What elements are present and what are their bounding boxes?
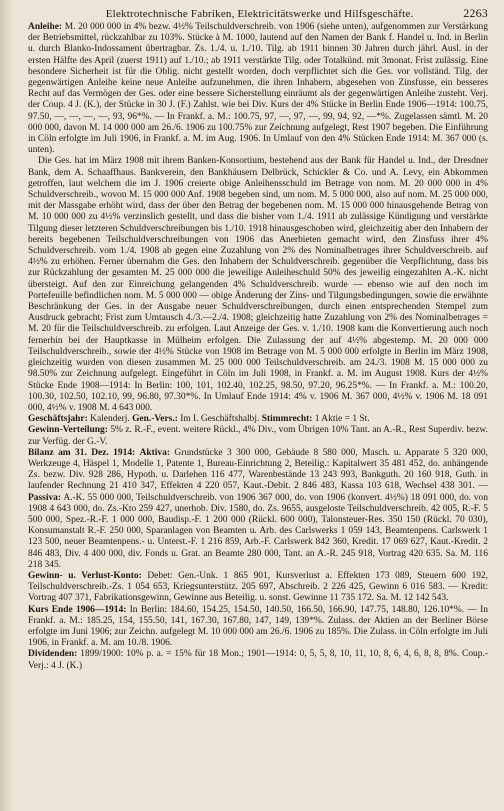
text-aktiva: Grundstücke 3 300 000, Gebäude 8 580 000, Masch. u. Apparate 5 320 000, Werkzeuge 4, Häspel 1, Modelle 1, Patente 1, Bureau-Einrichtung 2, Beteilig.: Kapitalwert 35 481 452, do. anhängende Zs. bezw. Div. 928 286, Hypoth. u. Darlehen 116 477, Warenbestände 13 243 993, Bankguth. 20 160 918, Guth. in laufender Rechnung 21 410 347, Effekten 4 220 057, Kaut.-Debit. 2 846 483, Kassa 103 618, Wechsel 438 301. — [28, 447, 488, 492]
text-anleihe: M. 20 000 000 in 4% bezw. 4½% Teilschuldverschreib. von 1906 (siehe unten), aufgenommen zur Verstärkung der Betriebsmittel, rückzahlbar zu 103%. Stücke à M. 1000, lautend auf den Namen der Bank f. Handel u. Ind. in Berlin u. durch Blanko-Indossament übertragbar. Zs. 1./4. u. 1./10. Tilg. ab 1911 binnen 30 Jahren durch jährl. Ausl. in der ersten Hälfte des April (zuerst 1911) auf 1./10.; ab 1911 verstärkte Tilg. oder Totalkünd. mit 3monat. Frist zulässig. Eine besondere Sicherheit ist für die Oblig. nicht gestellt worden, doch verpflichtet sich die Ges. vor vollständ. Tilg. der gegenwärtigen Anleihe keine neue Anleihe aufzunehmen, die ihren Inhabern, abgesehen von Zinsfusse, ein besseres Recht auf das Vermögen der Ges. oder eine bessere Sicherstellung einräumt als der gegenwärtigen Anleihe zusteht. Verj. der Coup. 4 J. (K.), der Stücke in 30 J. (F.) Zahlst. wie bei Div. Kurs der 4% Stücke in Berlin Ende 1906—1914: 100.75, 97.50, —, —, —, —, 93, 96*%. — In Frankf. a. M.: 100.75, 97, —, 97, —, 99, 94, 92, —*%. Zugelassen sämtl. M. 20 000 000, davon M. 14 000 000 am 26./6. 1906 zu 100.75% zur Zeichnung aufgelegt, Rest 1907 begeben. Die Einführung in Cöln erfolgte im Juli 1906, in Frankf. a. M. im Aug. 1906. In Umlauf von den 4% Stücken Ende 1914: M. 367 000 (s. unten). [28, 22, 488, 156]
label-aktiva: Aktiva: [139, 447, 170, 458]
article-body [28, 22, 488, 672]
paragraph-geschaeftsjahr [28, 414, 488, 425]
label-passiva: Passiva: [28, 492, 62, 503]
paragraph-bilanz [28, 448, 488, 571]
paragraph-gewinn-verlust [28, 571, 488, 605]
text-stimmrecht: 1 Aktie = 1 St. [312, 414, 370, 425]
paragraph-kurs [28, 605, 488, 650]
text-passiva: A.-K. 55 000 000, Teilschuldverschreib. von 1906 367 000, do. von 1906 (konvert. 4½%) 18 091 000, do. von 1908 4 643 000, do. Zs.-Kto 259 427, unerhob. Div. 1580, do. Zs. 9655, ausgeloste Teilschuldverschreib. 42 005, R.-F. 5 500 000, Spez.-R.-F. 1 000 000, Baudisp.-F. 1 200 000 (Rückl. 600 000), Talonsteuer-Res. 350 150 (Rückl. 70 030), Konsumanstalt R.-F. 250 000, Sparanlagen von Beamten u. Arb. des Carlswerks 1 059 143, Beamtenpens. Carlswerk 1 123 500, neuer Beamtenpens.- u. Unterst.-F. 1 216 859, Arb.-F. Carlswerk 842 360, Kredit. 17 069 627, Kaut.-Kredit. 2 846 483, Div. 4 400 000, div. Fonds u. Grat. an Beamte 280 000, Tant. an A.-R. 245 918, Vortrag 420 635. Sa. M. 116 218 345. [28, 492, 488, 570]
text-kurs: In Berlin: 184.60, 154.25, 154.50, 140.50, 166.50, 166.90, 147.75, 148.80, 126.10*%. — In Frankf. a. M.: 185.25, 154, 155.50, 141, 167.30, 167.80, 147, 149, 139*%. Zulass. der Aktien an der Berliner Börse erfolgte im Juni 1906; zur Zeichn. aufgelegt M. 10 000 000 am 26./6. 1906 zu 185%. Die Zulass. in Cöln erfolgte im Juli 1906, in Frankf. a. M. am 10./8. 1906. [28, 604, 488, 649]
text-gewinn-verteilung: 5% z. R.-F., event. weitere Rückl., 4% Div., vom Übrigen 10% Tant. an A.-R., Rest Superdiv. bezw. zur Verfüg. der G.-V. [28, 425, 488, 447]
page-header [28, 6, 488, 20]
label-bilanz: Bilanz am 31. Dez. 1914: [28, 447, 136, 458]
paragraph-gewinn-verteilung [28, 425, 488, 447]
paragraph-anleihe [28, 22, 488, 156]
label-kurs: Kurs Ende 1906—1914: [28, 604, 127, 615]
paragraph-dividenden [28, 649, 488, 671]
page-number: 2263 [463, 6, 488, 20]
label-gewinn-verteilung: Gewinn-Verteilung: [28, 425, 108, 436]
label-gen-vers: Gen.-Vers.: [132, 414, 178, 425]
label-stimmrecht: Stimmrecht: [261, 414, 313, 425]
text-konsortium: Die Ges. hat im März 1908 mit ihrem Banken-Konsortium, bestehend aus der Bank für Handel u. Ind., der Dresdner Bank, dem A. Schaaffhaus. Bankverein, den Bankhäusern Delbrück, Schickler & Co. und A. Levy, ein Abkommen getroffen, laut welchem die im J. 1906 creierte obige Anleihensschuld im Betrage von nom. M. 20 000 000 in 4% Schuldverschreib., wovon M. 15 000 000 Anf. 1908 begeben sind, um nom. M. 5 000 000, also auf nom. M. 25 000 000, mit der Massgabe erhöht wird, dass der über den Betrag der begebenen nom. M. 15 000 000 hinausgehende Betrag von M. 10 000 000 zu 4½% verzinslich gestellt, und dass die bisher vom 1./4. 1911 ab zulässige Kündigung und verstärkte Tilgung dieser letzteren Schuldverschreibungen bis 1./10. 1918 hinausgeschoben wird, gleichzeitig aber den Inhabern der bereits begebenen Teilschuldverschreibungen von 1906 das Anerbieten gemacht wird, den Zinsfuss ihrer 4% Schuldverschreib. vom 1./4. 1908 ab gegen eine Zuzahlung von 2% des Nominalbetrages ihrer Schuldverschreib. auf 4½% zu erhöhen. Ferner übernahm die Ges. den Inhabern der Schuldverschreib. gegenüber die Verpflichtung, dass bis zur Rückzahlung der gesamten M. 25 000 000 die jeweilige Anleiheschuld 50% des jeweilig eingezahlten A.-K. nicht übersteigt. Auf den zur Einreichung gelangenden 4% Schuldverschreib. wurde — ebenso wie auf den noch im Portefeuille befindlichen nom. M. 5 000 000 — obige Änderung der Zins- und Tilgungsbedingungen, sowie die erwähnte Beschränkung der Ges. in der Ausgabe neuer Schuldverschreibungen, durch einen entsprechenden Stempel zum Ausdruck gebracht; Frist zum Umtausch 4./3.—2./4. 1908; gleichzeitig hatte Zuzahlung von 2% des Nominalbetrages = M. 20 für die Teilschuldverschreib. zu erfolgen. Laut Anzeige der Ges. v. 1./10. 1908 kam die Konvertierung auch noch fernerhin bei der Hauptkasse in Mülheim erfolgen. Die Zulassung der auf 4½% abgestemp. M. 20 000 000 Teilschuldverschreib., sowie der 4½% Stücke von 1908 im Betrage von M. 5 000 000 erfolgte in Berlin im März 1908, gleichzeitig wurden von diesen zusammen M. 25 000 000 Teilschuldverschreib. am 24./3. 1908 M. 15 000 000 zu 98.50% zur Zeichnung aufgelegt. Eingeführt in Cöln im Juli 1908, in Frankf. a. M. im August 1908. Kurs der 4½% Stücke Ende 1908—1914: In Berlin: 100, 101, 102.40, 102.25, 98.50, 97.20, 96.25*%. — In Frankf. a. M.: 100.20, 100.30, 102.50, 102.10, 99, 96.80, 97.30*%. In Umlauf Ende 1914: 4% v. 1906 M. 367 000, 4½% v. 1906 M. 18 091 000, 4½% v. 1908 M. 4 643 000. [28, 156, 488, 413]
label-anleihe: Anleihe: [28, 22, 63, 32]
label-dividenden: Dividenden: [28, 649, 78, 660]
label-geschaeftsjahr: Geschäftsjahr: [28, 414, 88, 425]
label-gewinn-verlust: Gewinn- u. Verlust-Konto: [28, 570, 142, 581]
text-dividenden: 1899/1900: 10% p. a. = 15% für 18 Mon.; 1901—1914: 0, 5, 5, 8, 10, 11, 10, 8, 6, 4, 6, 8, 8, 8%. Coup.-Verj.: 4 J. (K.) [28, 649, 488, 671]
text-gewinn-verlust: Debet: Gen.-Unk. 1 865 901, Kursverlust a. Effekten 173 089, Steuern 600 192, Teilschuldverschreib.-Zs. 1 054 653, Kriegsunterstütz. 205 697, Abschreib. 2 226 425, Gewinn 6 016 583. — Kredit: Vortrag 407 371, Fabrikationsgewinn, Gewinne aus Beteilig. u. sonst. Gewinne 11 735 172. Sa. M. 12 142 543. [28, 570, 488, 604]
paragraph-konsortium [28, 156, 488, 414]
running-title: Elektrotechnische Fabriken, Elektricitätswerke und Hilfsgeschäfte. [105, 8, 414, 20]
text-geschaeftsjahr: Kalenderj. [87, 414, 133, 425]
text-gen-vers: Im I. Geschäftshalbj. [177, 414, 262, 425]
